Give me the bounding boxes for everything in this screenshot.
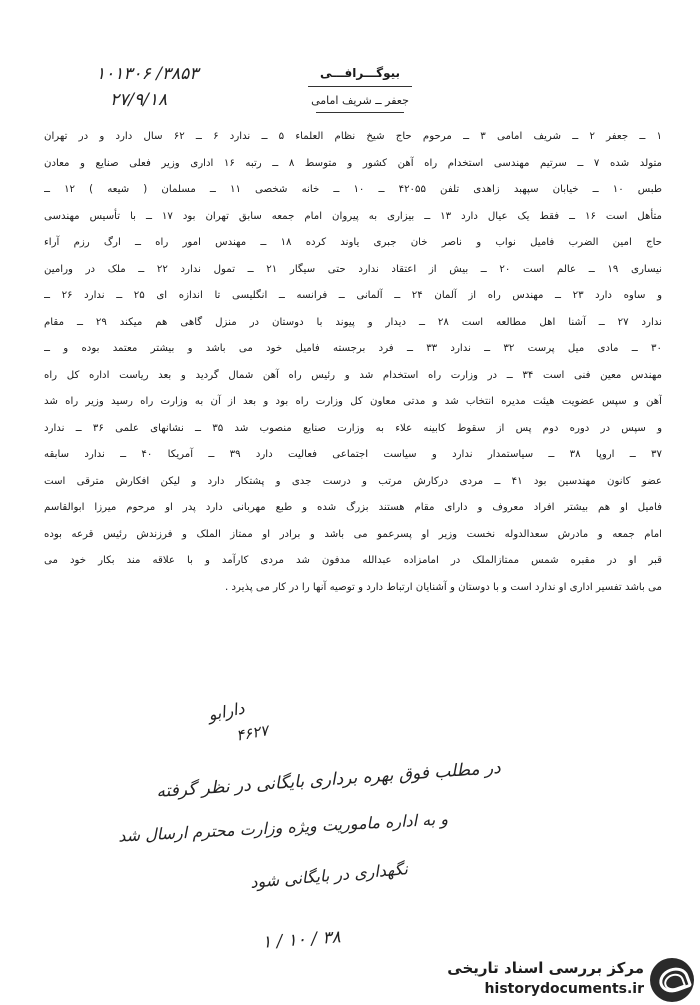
body-line: و سپس در دوره دوم پس از سقوط کابینه علاء به وزارت صنایع منصوب شد ۳۵ ــ نشانهای علمی ۳۶ ــ ندارد (44, 422, 662, 434)
document-title: بیوگـــرافـــی (319, 66, 401, 80)
handwritten-note-line: در مطلب فوق بهره برداری بایگانی در نظر گرفته (155, 757, 502, 803)
title-underline (308, 86, 412, 87)
document-date: ۲۷/۹/۱۸ (110, 90, 168, 110)
body-line: فامیل او هم بیشتر افراد معروف و دارای مقام هستند بزرگ شده و طبع مهربانی دارد پدر او مرحوم میرزا ابوالقاسم (44, 502, 662, 513)
handwritten-note-line: نگهداری در بایگانی شود (249, 859, 409, 892)
reference-number: ۱۰۱۳۰۶ /۳۸۵۳ (96, 64, 199, 84)
body-line: متأهل است ۱۶ ــ فقط یک عیال دارد ۱۳ ــ بیزاری به پیروان امام جمعه سابق تهران بود ۱۷ ــ با تأسیس مهندسی (44, 210, 662, 222)
watermark-organization: مرکز بررسی اسناد تاریخی (447, 959, 644, 977)
body-line: نیساری ۱۹ ــ عالم است ۲۰ ــ بیش از اعتقاد ندارد حتی سیگار ۲۱ ــ تمول ندارد ۲۲ ــ ملک در ورامین (44, 263, 662, 275)
body-line: ۳۷ ــ اروپا ۳۸ ــ سیاستمدار ندارد و سیاست اجتماعی فعالیت دارد ۳۹ ــ آمریکا ۴۰ ــ ندارد سابقه (44, 449, 662, 460)
handwritten-signature: دارابو (206, 698, 247, 725)
body-line: آهن و سپس عضویت هیئت مدیره انتخاب شد و مدتی معاون کل وزارت راه بود و بعد از آن به وزارت راه رسید وزیر راه شد (44, 396, 662, 407)
body-line: عضو کانون مهندسین بود ۴۱ ــ مردی درکارش مرتب و درست جدی و پشتکار دارد و لیکن افکارش مترقی است (44, 475, 662, 487)
handwritten-note-line: و به اداره ماموریت ویژه وزارت محترم ارسال شد (117, 809, 449, 846)
body-line: قبر او در مقبره شمس ممتازالملک در امامزاده عبدالله مدفون شد مردی کارآمد و با علاقه مند بکار خود می (44, 555, 662, 566)
watermark-website: historydocuments.ir (484, 981, 644, 997)
biography-body (44, 124, 662, 601)
handwritten-number: ۴۶۲۷ (234, 721, 270, 745)
body-line: امام جمعه و مادرش سعدالدوله نخست وزیر او پسرعمو می باشد و برادر او ممتاز الملک و فرزندش رئیس قرعه بوده (44, 528, 662, 540)
document-subject: جعفر ــ شریف امامی (311, 94, 409, 107)
body-line: ۱ ــ جعفر ۲ ــ شریف امامی ۳ ــ مرحوم حاج شیخ نظام العلماء ۵ ــ ندارد ۶ ــ ۶۲ سال دارد و در تهران (44, 131, 662, 142)
body-line: ندارد ۲۷ ــ آشنا اهل مطالعه است ۲۸ ــ دیدار و پیوند با دوستان در منزل گاهی هم میکند ۲۹ ــ مقام (44, 316, 662, 328)
body-line: ۳۰ ــ مادی میل پرست ۳۲ ــ ندارد ۳۳ ــ فرد برجسته فامیل خود می باشد و بیشتر معتمد بوده و ــ (44, 343, 662, 354)
body-line: طبس ۱۰ ــ خیابان سپهبد زاهدی تلفن ۴۲۰۵۵ ــ ۱۰ ــ خانه شخصی ۱۱ ــ مسلمان ( شیعه ) ۱۲ ــ (44, 184, 662, 195)
body-line: حاج امین الضرب فامیل نواب و ناصر خان جبری یاوند کرده ۱۸ ــ مهندس امور راه ــ ارگ رزم آراء (44, 237, 662, 248)
body-line: مهندس معین فنی است ۳۴ ــ در وزارت راه استخدام شد و رئیس راه آهن شمال گردید و بعد ریاست اداره کل راه (44, 369, 662, 381)
archive-watermark (408, 958, 696, 1002)
body-line: متولد شده ۷ ــ سرتیم مهندسی استخدام راه آهن کشور و متوسط ۸ ــ رتبه ۱۶ اداری وزیر فعلی صنایع و معادن (44, 157, 662, 169)
subject-underline (316, 112, 404, 113)
body-line: می باشد تفسیر اداری او ندارد است و با دوستان و آشنایان ارتباط دارد و توصیه آنها را در کار می پذیرد . (225, 581, 662, 593)
archive-logo-icon (650, 958, 694, 1002)
handwritten-date: ۱ / ۱۰ / ۳۸ (261, 927, 342, 953)
body-line: و ساوه دارد ۲۳ ــ مهندس راه از آلمان ۲۴ ــ آلمانی ــ فرانسه ــ انگلیسی تا اندازه ای ۲۵ ــ ندارد ۲۶ ــ (44, 290, 662, 301)
